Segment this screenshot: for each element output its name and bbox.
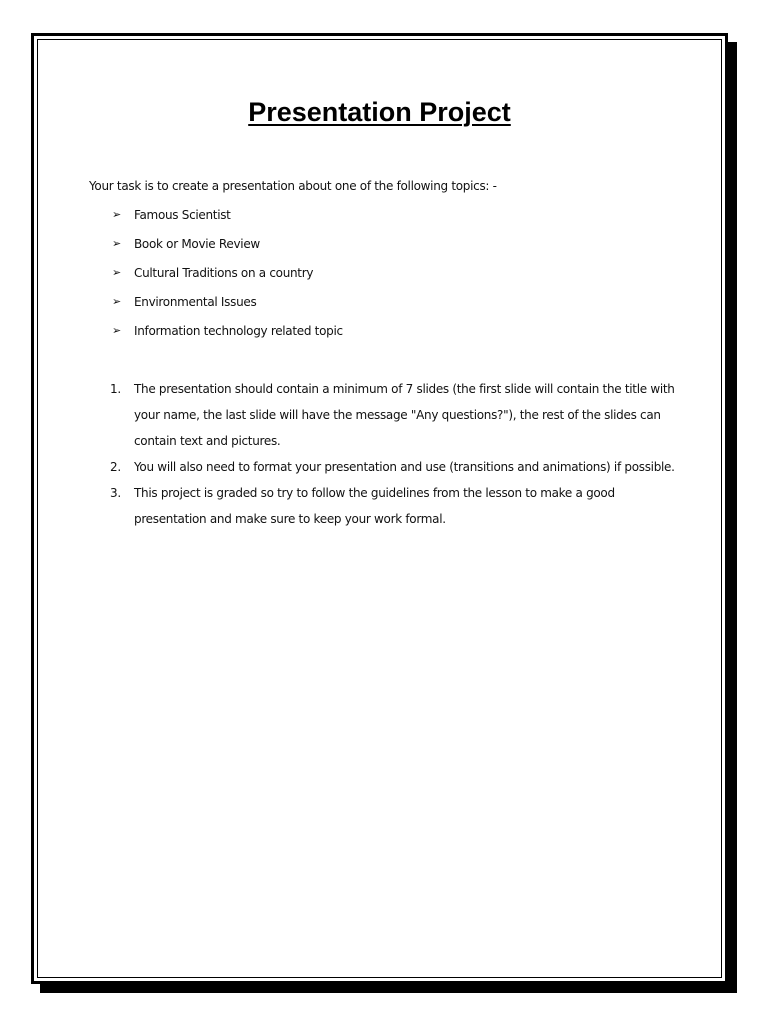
topic-label: Famous Scientist (134, 208, 231, 222)
list-item (112, 207, 343, 236)
instruction-text: You will also need to format your presentation and use (transitions and animations) if possible. (134, 460, 675, 474)
list-item (112, 323, 343, 352)
arrow-bullet-icon: ➢ (112, 295, 121, 308)
arrow-bullet-icon: ➢ (112, 324, 121, 337)
page-border (31, 33, 728, 984)
instruction-text: The presentation should contain a minimum of 7 slides (the first slide will contain the title with your name, the last slide will have the message "Any questions?"), the rest of the slides can contain text and pictures. (134, 382, 675, 448)
instruction-number: 2. (110, 460, 121, 474)
intro-paragraph: Your task is to create a presentation about one of the following topics: - (89, 179, 497, 193)
instruction-number: 3. (110, 486, 121, 500)
list-item (112, 236, 343, 265)
instruction-item (110, 376, 690, 454)
document-title: Presentation Project (248, 97, 511, 127)
arrow-bullet-icon: ➢ (112, 266, 121, 279)
list-item (112, 265, 343, 294)
list-item (112, 294, 343, 323)
topic-label: Environmental Issues (134, 295, 257, 309)
instruction-list (110, 376, 690, 532)
instruction-item (110, 454, 690, 480)
topic-label: Cultural Traditions on a country (134, 266, 314, 280)
topic-list (112, 207, 343, 352)
topic-label: Book or Movie Review (134, 237, 260, 251)
instruction-number: 1. (110, 382, 121, 396)
arrow-bullet-icon: ➢ (112, 237, 121, 250)
instruction-item (110, 480, 690, 532)
arrow-bullet-icon: ➢ (112, 208, 121, 221)
instruction-text: This project is graded so try to follow the guidelines from the lesson to make a good presentation and make sure to keep your work formal. (134, 486, 615, 526)
topic-label: Information technology related topic (134, 324, 343, 338)
